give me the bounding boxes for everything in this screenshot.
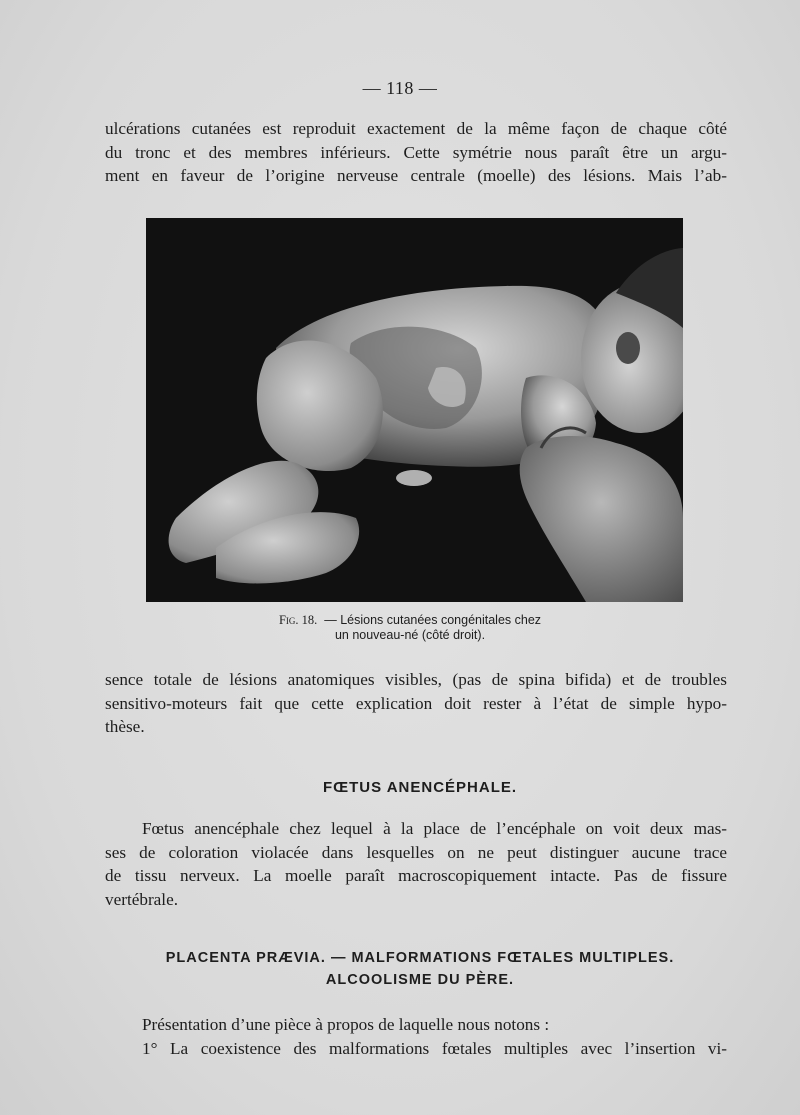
caption-line1: — Lésions cutanées congénitales chez xyxy=(324,613,542,627)
caption-line2: un nouveau-né (côté droit). xyxy=(334,628,486,642)
heading-line2: ALCOOLISME DU PÈRE. xyxy=(325,972,515,988)
newborn-photo-illustration xyxy=(146,218,683,602)
text-line: thèse. xyxy=(105,717,145,736)
text-line: ment en faveur de l’origine nerveuse centrale (moelle) des lésions. Mais l’ab- xyxy=(105,166,727,185)
text-line: Fœtus anencéphale chez lequel à la place de l’encéphale on voit deux mas- xyxy=(142,819,727,838)
paragraph-placenta xyxy=(105,1013,727,1060)
heading-line1: PLACENTA PRÆVIA. — MALFORMATIONS FŒTALES MULTIPLES. xyxy=(165,950,675,966)
text-line: ses de coloration violacée dans lesquelles on ne peut distinguer aucune trace xyxy=(105,842,727,862)
text-line: sensitivo-moteurs fait que cette explication doit rester à l’état de simple hypo- xyxy=(105,693,727,713)
section-heading-foetus: FŒTUS ANENCÉPHALE. xyxy=(322,779,518,796)
text-line: 1° La coexistence des malformations fœtales multiples avec l’insertion vi- xyxy=(142,1038,727,1058)
section-heading-placenta xyxy=(0,950,800,988)
text-line: sence totale de lésions anatomiques visibles, (pas de spina bifida) et de troubles xyxy=(105,670,727,689)
figure-photograph xyxy=(146,218,683,602)
text-line: ulcérations cutanées est reproduit exactement de la même façon de chaque côté xyxy=(105,119,727,138)
text-line: vertébrale. xyxy=(105,889,178,909)
text-line: Présentation d’une pièce à propos de laquelle nous notons : xyxy=(142,1015,550,1034)
text-line: de tissu nerveux. La moelle paraît macroscopiquement intacte. Pas de fissure xyxy=(105,866,727,885)
paragraph-foetus xyxy=(105,817,727,911)
paragraph-after-figure xyxy=(105,668,727,739)
text-line: du tronc et des membres inférieurs. Cette symétrie nous paraît être un argu- xyxy=(105,142,727,162)
figure-caption xyxy=(200,613,620,643)
paragraph-top xyxy=(105,117,727,188)
figure-label: Fig. 18. xyxy=(278,613,318,627)
page-number: — 118 — xyxy=(362,78,438,98)
